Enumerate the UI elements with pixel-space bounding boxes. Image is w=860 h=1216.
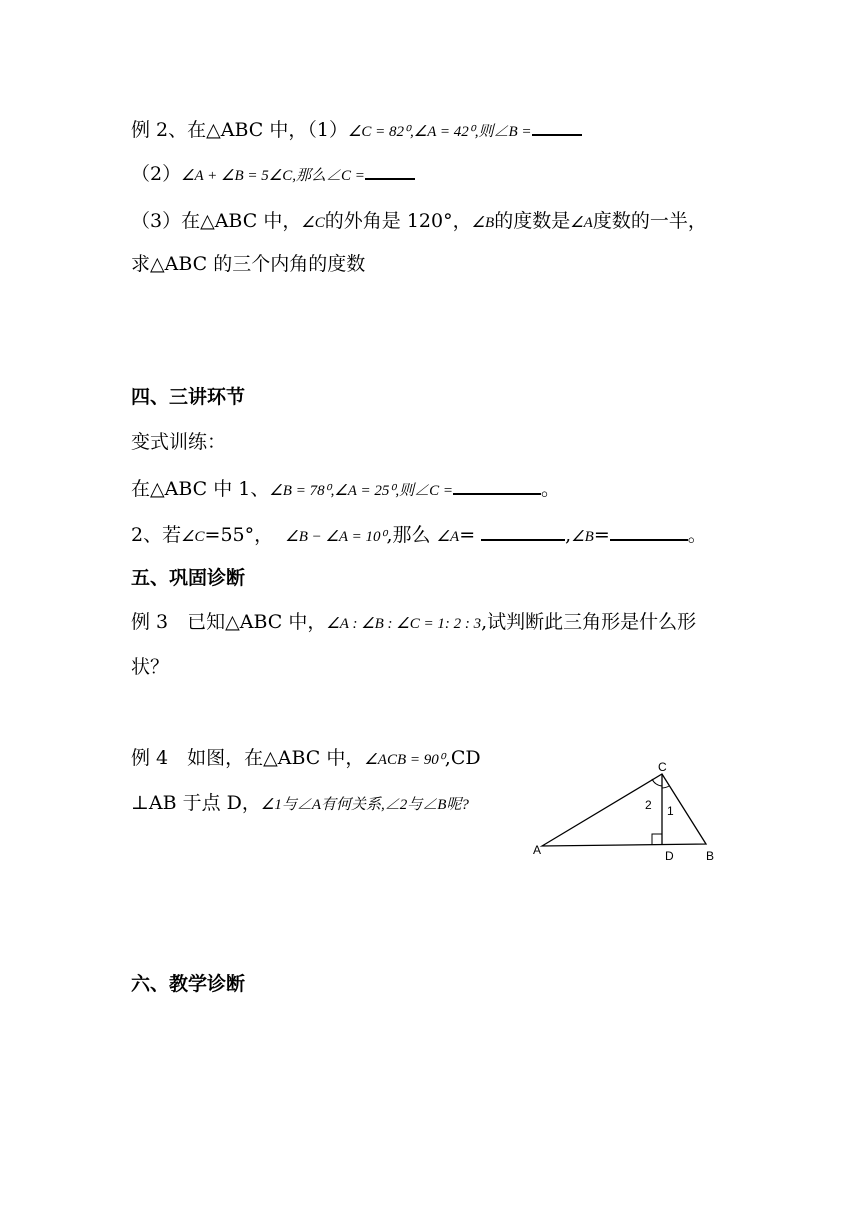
ex3-text: ,试判断此三角形是什么形 [481, 611, 697, 633]
q1-text: 在△ABC 中 1、 [131, 478, 270, 500]
answer-blank[interactable] [453, 475, 541, 495]
angle-a: ∠A [570, 215, 593, 231]
angle-c: ∠C [181, 529, 205, 545]
section4-q2 [131, 521, 707, 550]
q1-end: 。 [540, 478, 560, 500]
ex3-line1 [131, 609, 696, 637]
ex2-line3-text: 的度数是 [494, 210, 571, 232]
q2-text: 2、若 [131, 524, 182, 546]
q2-comma: , [565, 524, 572, 546]
ex3-math: ∠A : ∠B : ∠C = 1: 2 : 3 [326, 616, 482, 632]
q2-end: 。 [687, 524, 707, 546]
angle-arc-2 [652, 779, 662, 786]
ex2-line4: 求△ABC 的三个内角的度数 [131, 253, 366, 275]
ex2-line3-text: 度数的一半， [592, 210, 707, 232]
ex4-text: ⊥AB 于点 D， [131, 792, 261, 814]
ex2-line1 [131, 116, 582, 145]
angle-b: ∠B [471, 215, 495, 231]
ex4-line1 [131, 745, 481, 773]
ex4-math: ∠1与∠A有何关系,∠2与∠B呢? [260, 797, 469, 813]
ex4-text: 例 4 如图，在△ABC 中， [131, 747, 365, 769]
section4-heading: 四、三讲环节 [131, 386, 246, 408]
answer-blank[interactable] [481, 521, 565, 541]
q2-math: ∠B − ∠A = 10⁰ [285, 529, 387, 545]
answer-blank[interactable] [365, 160, 415, 180]
label-b: B [706, 849, 715, 863]
triangle-figure [528, 757, 728, 867]
label-c: C [658, 760, 667, 774]
q2-text: =55°， [204, 524, 274, 546]
section4-q1 [131, 475, 560, 504]
ex4-math: ∠ACB = 90⁰ [364, 752, 445, 768]
answer-blank[interactable] [532, 116, 582, 136]
ex4-text: ,CD [444, 747, 481, 769]
q2-text: ,那么 [386, 524, 431, 546]
section6-heading: 六、教学诊断 [131, 973, 246, 995]
ex2-line3 [131, 208, 707, 236]
answer-blank[interactable] [610, 521, 688, 541]
label-a: A [533, 843, 542, 857]
ex2-line1-text: 例 2、在△ABC 中，（1） [131, 119, 348, 141]
label-1: 1 [667, 804, 674, 818]
label-2: 2 [645, 798, 652, 812]
q2-eq: = [459, 524, 476, 546]
triangle-abc [542, 774, 706, 846]
ex2-line1-math: ∠C = 82⁰,∠A = 42⁰,则∠B = [347, 124, 532, 140]
ex2-line2-math: ∠A + ∠B = 5∠C,那么∠C = [181, 168, 365, 184]
angle-b: ∠B [571, 529, 594, 545]
ex2-line3-text: （3）在△ABC 中， [131, 210, 302, 232]
ex3-line2: 状？ [131, 656, 170, 678]
section4-sub: 变式训练： [131, 431, 227, 453]
q1-math: ∠B = 78⁰,∠A = 25⁰,则∠C = [269, 483, 453, 499]
q2-eq: = [593, 524, 610, 546]
right-angle-mark [652, 834, 662, 845]
ex3-text: 例 3 已知△ABC 中， [131, 611, 327, 633]
label-d: D [665, 849, 674, 863]
angle-a: ∠A [436, 529, 460, 545]
angle-arc-1 [662, 786, 669, 788]
angle-c: ∠C [301, 215, 325, 231]
ex2-line2 [131, 160, 415, 189]
ex2-line3-text: 的外角是 120°， [324, 210, 472, 232]
ex4-line2 [131, 790, 469, 818]
ex2-line2-text: （2） [131, 163, 182, 185]
section5-heading: 五、巩固诊断 [131, 567, 246, 589]
